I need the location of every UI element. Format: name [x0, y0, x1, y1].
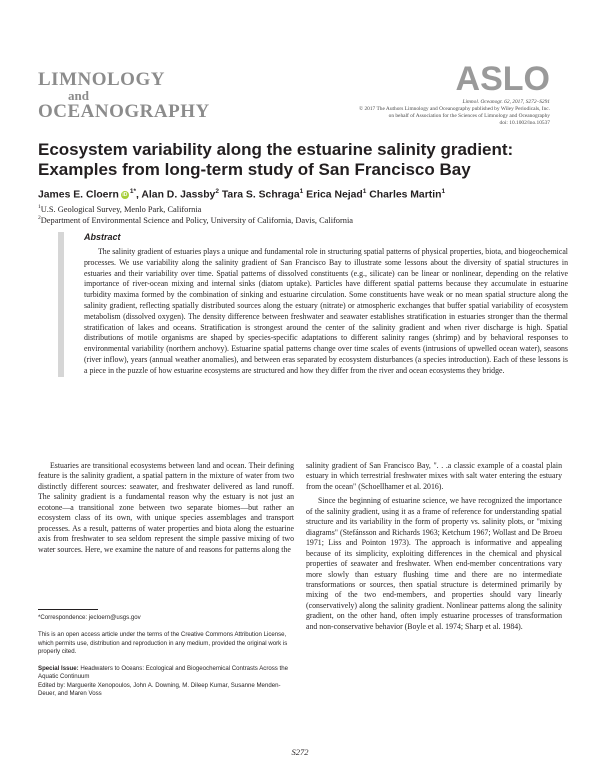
body-column-left: [38, 461, 294, 555]
author-name[interactable]: James E. Cloern: [38, 189, 119, 201]
footnote-divider: [38, 609, 98, 610]
citation-block: [290, 99, 550, 127]
aslo-logo: ASLO: [455, 60, 550, 98]
special-issue-label: Special Issue:: [38, 665, 79, 673]
orcid-icon[interactable]: iD: [122, 192, 128, 199]
affiliation: $^1$U.S. Geological Survey, Menlo Park, California: [38, 204, 202, 214]
author-name[interactable]: Tara S. Schraga: [221, 189, 300, 201]
special-issue-title: Headwaters to Oceans: Ecological and Biogeochemical Contrasts Across the Aquatic Continuum: [38, 665, 288, 681]
article-title: Ecosystem variability along the estuarine salinity gradient: Examples from long-term study of San Francisco Bay: [38, 140, 514, 179]
citation-line: on behalf of Association for the Sciences of Limnology and Oceanography: [388, 113, 550, 119]
journal-logo: [38, 70, 210, 121]
journal-name-line3: OCEANOGRAPHY: [38, 101, 210, 122]
author-name[interactable]: Alan D. Jassby: [141, 189, 216, 201]
citation-line: Limnol. Oceanogr. 62, 2017, S272–S291: [462, 99, 550, 105]
special-issue-note: [38, 665, 294, 682]
author-affiliation-marker: 1*: [129, 188, 137, 195]
author-list: James E. Cloern $iD^{1*}$, Alan D. Jassby$^2$ Tara S. Schraga$^1$ Erica Nejad$^1$ Charles Martin$^1$: [38, 188, 446, 201]
page-number: S272: [291, 747, 309, 757]
author-affiliation-marker: 1: [441, 188, 446, 195]
abstract-box: [58, 232, 568, 377]
citation-line: © 2017 The Authors Limnology and Oceanography published by Wiley Periodicals, Inc.: [359, 106, 550, 112]
author-affiliation-marker: 2: [215, 188, 219, 195]
body-paragraph: Since the beginning of estuarine science, we have recognized the importance of the salinity gradient, using it as a frame of reference for understanding spatial structure and its variability in the form of property vs. salinity plots, or "mixing diagrams" (Stefánsson and Richards 1963; Ketchum 1967; Wollast and De Broeu 1971; Liss and Pointon 1973). The approach is informative and appealing because of its simplicity, exploiting differences in the chemical and physical properties of seawater and freshwater. When end-member concentrations vary more slowly than estuary flushing time and there are no intermediate transformations or sources, then spatial structure is determined primarily by mixing of the two end-members, and properties should vary linearly (conservatively) along the salinity gradient. Nonlinear patterns along the salinity gradient, on the other hand, often imply estuarine processes of transformation and non-conservative behavior (Boyle et al. 1974; Sharp et al. 1984).: [306, 496, 562, 631]
journal-name-line1: LIMNOLOGY: [38, 69, 165, 90]
author-affiliation-marker: 1: [299, 188, 304, 195]
license-note: This is an open access article under the terms of the Creative Commons Attribution License, which permits use, distribution and reproduction in any medium, provided the original work is properly cited.: [38, 631, 288, 655]
footnotes: [38, 614, 294, 707]
editors-note: Edited by: Marguerite Xenopoulos, John A. Downing, M. Dileep Kumar, Susanne Menden-Deuer, and Maren Voss: [38, 681, 281, 698]
journal-name-line2: and: [68, 88, 89, 103]
body-paragraph: salinity gradient of San Francisco Bay, ". . .a classic example of a coastal plain estuary in which terrestrial freshwater mixes with salt water entering the estuary from the ocean" (Schoellhamer et al. 2016).: [306, 461, 562, 491]
affiliation: $^2$Department of Environmental Science and Policy, University of California, Davis, California: [38, 215, 354, 225]
body-paragraph: Estuaries are transitional ecosystems between land and ocean. Their defining feature is the salinity gradient, a spatial pattern in the mixture of water from two distinctly different sources: seawater, and freshwater delivered as land runoff. The salinity gradient is a fundamental reason why the estuary is not just an ecotone—a transitional zone between two separate biomes—but rather an ecosystem class of its own, with unique species assemblages and transport processes. As a result, patterns of water properties and biota along the estuarine axis from freshwater to sea seldom represent the simple passive mixing of two water sources. Here, we examine the nature of and reasons for patterns along the: [38, 461, 294, 554]
author-affiliation-marker: 1: [362, 188, 367, 195]
author-name[interactable]: Erica Nejad: [306, 189, 363, 201]
abstract-heading: Abstract: [84, 232, 121, 242]
correspondence-note: *Correspondence: jecloern@usgs.gov: [38, 614, 141, 621]
doi-line: doi: 10.1002/lno.10537: [499, 120, 550, 126]
body-column-right: [306, 461, 562, 632]
author-name[interactable]: Charles Martin: [369, 189, 442, 201]
abstract-text: The salinity gradient of estuaries plays a unique and fundamental role in structuring spatial patterns of physical properties, biota, and biogeochemical processes. We use variability along the salinity gradient of San Francisco Bay to illustrate some lessons about the diversity of spatial structures in estuaries and their variability over time. Spatial patterns of dissolved constituents (e.g., silicate) can be linear or nonlinear, depending on the relative importance of river-ocean mixing and internal sinks (diatom uptake). Particles have different spatial patterns because they accumulate in estuarine turbidity maxima formed by the combination of sinking and estuarine circulation. Some constituents have weak or no mean spatial structure along the salinity gradient, reflecting spatially distributed sources along the estuary (nitrate) or atmospheric exchanges that buffer spatial variability of ecosystem metabolism (dissolved oxygen). The density difference between freshwater and seawater establishes stratification in estuaries stronger than the thermal stratification of lakes and oceans. Stratification is strongest around the center of the salinity gradient and when river discharge is high. Spatial distributions of motile organisms are shaped by species-specific adaptations to different salinity ranges (shrimp) and by behavioral responses to environmental variability (northern anchovy). Estuarine spatial patterns change over time scales of events (intrusions of upwelled ocean water), seasons (river inflow), years (annual weather anomalies), and between eras separated by ecosystem disturbances (a species introduction). Each of these lessons is a piece in the puzzle of how estuarine ecosystems are structured and how they differ from the river and ocean ecosystems they bridge.: [84, 247, 568, 375]
